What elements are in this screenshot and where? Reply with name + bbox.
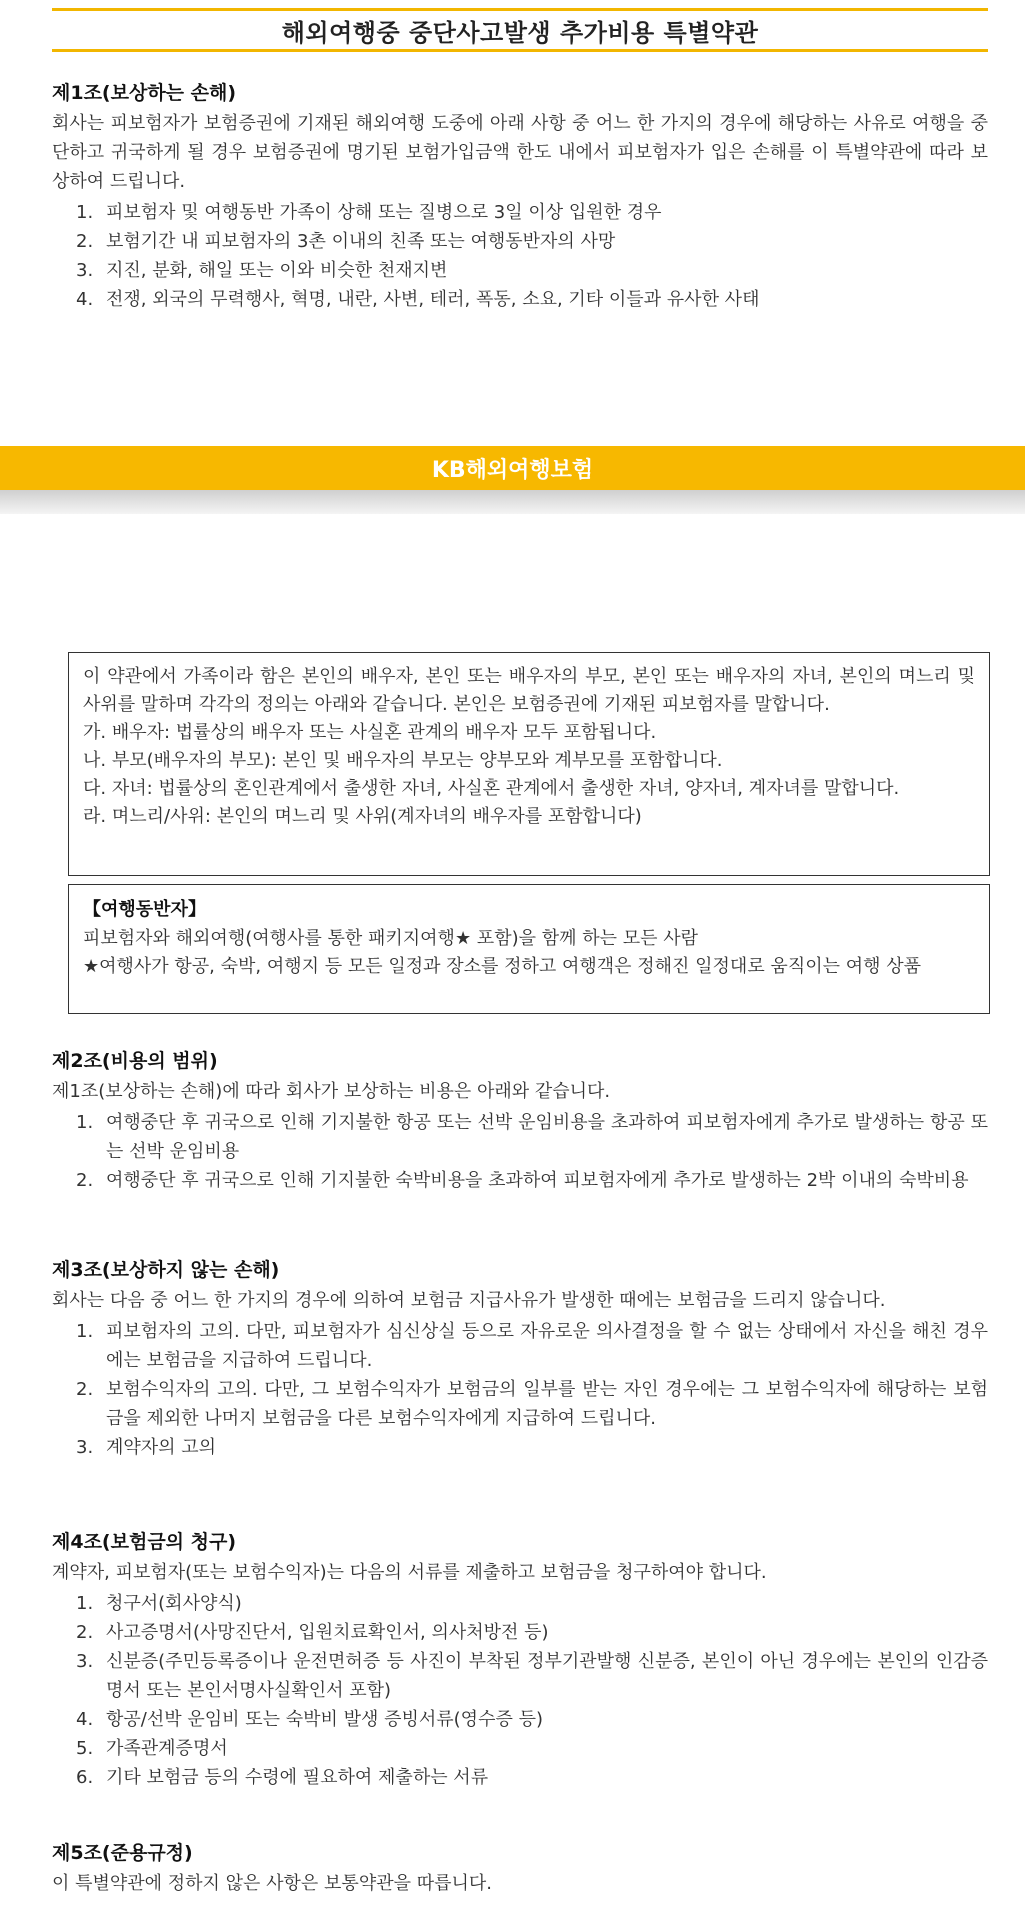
family-def-parents: 나. 부모(배우자의 부모): 본인 및 배우자의 부모는 양부모와 계부모를 포함합니다. (83, 750, 723, 771)
list-item: 2. 여행중단 후 귀국으로 인해 기지불한 숙박비용을 초과하여 피보험자에게 추가로 발생하는 2박 이내의 숙박비용 (76, 1170, 969, 1191)
list-item: 3. 신분증(주민등록증이나 운전면허증 등 사진이 부착된 정부기관발행 신분증, 본인이 아닌 경우에는 본인의 인감증명서 또는 본인서명사실확인서 포함) (76, 1651, 988, 1701)
article-3-list (52, 1317, 988, 1462)
list-item: 5. 가족관계증명서 (76, 1738, 228, 1759)
article-2-title: 제2조(비용의 범위) (52, 1050, 218, 1072)
article-3-title: 제3조(보상하지 않는 손해) (52, 1259, 280, 1281)
article-3 (52, 1255, 988, 1462)
article-5-body: 이 특별약관에 정하지 않은 사항은 보통약관을 따릅니다. (52, 1873, 492, 1894)
companion-definition-box (68, 884, 990, 1014)
list-item: 2. 보험기간 내 피보험자의 3촌 이내의 친족 또는 여행동반자의 사망 (76, 231, 616, 252)
list-item: 1. 피보험자의 고의. 다만, 피보험자가 심신상실 등으로 자유로운 의사결정을 할 수 없는 상태에서 자신을 해친 경우에는 보험금을 지급하여 드립니다. (76, 1321, 988, 1371)
article-4-list (52, 1589, 988, 1792)
article-5-title: 제5조(준용규정) (52, 1842, 193, 1864)
companion-line-2: ★여행사가 항공, 숙박, 여행지 등 모든 일정과 장소를 정하고 여행객은 정해진 일정대로 움직이는 여행 상품 (83, 956, 921, 977)
family-intro: 이 약관에서 가족이라 함은 본인의 배우자, 본인 또는 배우자의 부모, 본인 또는 배우자의 자녀, 본인의 며느리 및 사위를 말하며 각각의 정의는 아래와 같습니다. 본인은 보험증권에 기재된 피보험자를 말합니다. (83, 666, 975, 715)
article-2-body: 제1조(보상하는 손해)에 따라 회사가 보상하는 비용은 아래와 같습니다. (52, 1081, 611, 1102)
banner-divider (0, 490, 1025, 514)
list-item: 6. 기타 보험금 등의 수령에 필요하여 제출하는 서류 (76, 1767, 489, 1788)
article-1 (52, 78, 988, 314)
list-item: 1. 여행중단 후 귀국으로 인해 기지불한 항공 또는 선박 운임비용을 초과하여 피보험자에게 추가로 발생하는 항공 또는 선박 운임비용 (76, 1112, 988, 1162)
banner-label: KB해외여행보험 (431, 457, 594, 483)
article-1-body: 회사는 피보험자가 보험증권에 기재된 해외여행 도중에 아래 사항 중 어느 한 가지의 경우에 해당하는 사유로 여행을 중단하고 귀국하게 될 경우 보험증권에 명기된 보험가입금액 한도 내에서 피보험자가 입은 손해를 이 특별약관에 따라 보상하여 드립니다. (52, 113, 988, 192)
family-definition-box (68, 652, 990, 876)
list-item: 4. 전쟁, 외국의 무력행사, 혁명, 내란, 사변, 테러, 폭동, 소요, 기타 이들과 유사한 사태 (76, 289, 760, 310)
companion-title: 【여행동반자】 (83, 899, 206, 920)
companion-line-1: 피보험자와 해외여행(여행사를 통한 패키지여행★ 포함)을 함께 하는 모든 사람 (83, 928, 698, 949)
article-4-title: 제4조(보험금의 청구) (52, 1531, 237, 1553)
document-title: 해외여행중 중단사고발생 추가비용 특별약관 (281, 18, 759, 47)
list-item: 1. 피보험자 및 여행동반 가족이 상해 또는 질병으로 3일 이상 입원한 경우 (76, 202, 662, 223)
family-def-children: 다. 자녀: 법률상의 혼인관계에서 출생한 자녀, 사실혼 관계에서 출생한 자녀, 양자녀, 계자녀를 말합니다. (83, 778, 900, 799)
article-1-list (52, 198, 988, 314)
list-item: 3. 지진, 분화, 해일 또는 이와 비슷한 천재지변 (76, 260, 448, 281)
article-5 (52, 1838, 988, 1898)
kb-travel-banner (0, 446, 1025, 490)
article-2 (52, 1046, 988, 1195)
family-def-spouse: 가. 배우자: 법률상의 배우자 또는 사실혼 관계의 배우자 모두 포함됩니다. (83, 722, 657, 743)
list-item: 1. 청구서(회사양식) (76, 1593, 242, 1614)
list-item: 3. 계약자의 고의 (76, 1437, 217, 1458)
article-4 (52, 1527, 988, 1792)
list-item: 2. 사고증명서(사망진단서, 입원치료확인서, 의사처방전 등) (76, 1622, 549, 1643)
document-title-bar (52, 8, 988, 52)
article-2-list (52, 1108, 988, 1195)
family-def-inlaws: 라. 며느리/사위: 본인의 며느리 및 사위(계자녀의 배우자를 포함합니다) (83, 806, 642, 827)
list-item: 2. 보험수익자의 고의. 다만, 그 보험수익자가 보험금의 일부를 받는 자인 경우에는 그 보험수익자에 해당하는 보험금을 제외한 나머지 보험금을 다른 보험수익자에게 지급하여 드립니다. (76, 1379, 988, 1429)
list-item: 4. 항공/선박 운임비 또는 숙박비 발생 증빙서류(영수증 등) (76, 1709, 543, 1730)
article-4-body: 계약자, 피보험자(또는 보험수익자)는 다음의 서류를 제출하고 보험금을 청구하여야 합니다. (52, 1562, 767, 1583)
article-3-body: 회사는 다음 중 어느 한 가지의 경우에 의하여 보험금 지급사유가 발생한 때에는 보험금을 드리지 않습니다. (52, 1290, 886, 1311)
article-1-title: 제1조(보상하는 손해) (52, 82, 237, 104)
